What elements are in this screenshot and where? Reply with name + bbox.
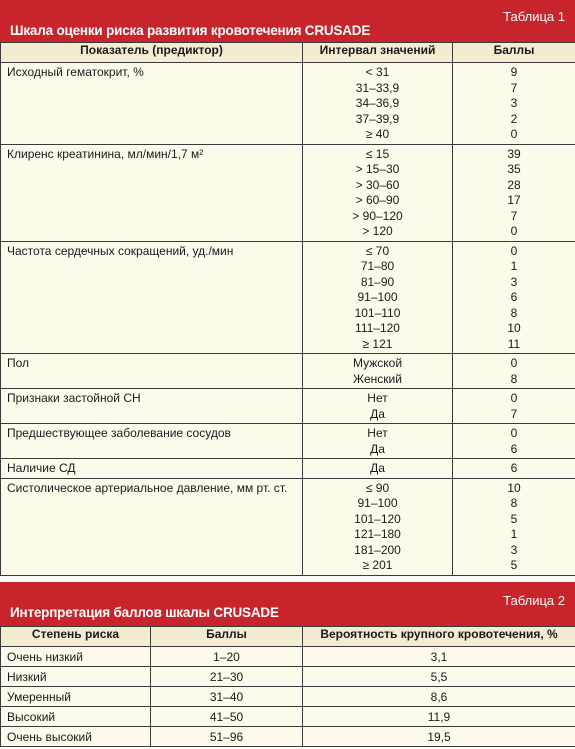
indicator-cell: Предшествующее заболевание сосудов <box>1 424 303 459</box>
indicator-cell: Признаки застойной СН <box>1 389 303 424</box>
points-value: 0 <box>510 356 518 370</box>
interval-value: ≥ 40 <box>365 127 390 141</box>
points-range-cell: 21–30 <box>151 667 303 687</box>
table2-row <box>1 707 575 727</box>
table2-row <box>1 727 575 747</box>
points-value: 0 <box>510 224 518 238</box>
points-value: 8 <box>510 305 518 320</box>
interval-cell <box>303 144 453 241</box>
points-value: 8 <box>510 371 518 386</box>
points-value: 10 <box>507 321 521 335</box>
interval-value: Женский <box>353 371 402 386</box>
interval-value: Да <box>370 461 385 475</box>
table2-title: Интерпретация баллов шкалы CRUSADE <box>10 605 279 620</box>
interval-value: Мужской <box>352 356 403 370</box>
points-range-cell: 1–20 <box>151 647 303 667</box>
table2-row <box>1 667 575 687</box>
interval-cell <box>303 459 453 479</box>
table2-grid <box>0 626 575 747</box>
points-range-cell: 41–50 <box>151 707 303 727</box>
table2-row <box>1 647 575 667</box>
points-value: 11 <box>507 336 521 351</box>
interval-value: 34–36,9 <box>355 96 400 110</box>
points-value: 7 <box>510 406 518 421</box>
interval-value: ≤ 90 <box>365 480 390 495</box>
interval-value: 91–100 <box>357 496 398 510</box>
table1-col-points: Баллы <box>453 43 575 63</box>
points-value: 3 <box>510 96 518 110</box>
table2-row <box>1 687 575 707</box>
points-value: 2 <box>510 111 518 126</box>
table2-body <box>1 647 575 747</box>
interval-value: 111–120 <box>355 321 400 335</box>
interval-value: Да <box>370 406 385 421</box>
points-value: 6 <box>510 461 518 475</box>
interval-value: 91–100 <box>357 290 398 304</box>
interval-value: 71–80 <box>360 259 395 273</box>
table1-title: Шкала оценки риска развития кровотечения CRUSADE <box>10 23 371 38</box>
table1-number: Таблица 1 <box>503 9 565 24</box>
interval-value: Да <box>370 441 385 456</box>
interval-value: > 120 <box>362 224 393 238</box>
points-value: 9 <box>510 65 518 79</box>
table1-body <box>1 63 575 576</box>
interval-value: 81–90 <box>360 274 395 289</box>
indicator-cell: Исходный гематокрит, % <box>1 63 303 145</box>
points-cell <box>453 241 575 354</box>
probability-cell: 8,6 <box>303 687 575 707</box>
probability-cell: 5,5 <box>303 667 575 687</box>
points-value: 35 <box>507 162 521 176</box>
indicator-cell: Клиренс креатинина, мл/мин/1,7 м² <box>1 144 303 241</box>
points-value: 39 <box>507 146 521 161</box>
interval-value: > 15–30 <box>355 162 400 176</box>
points-value: 6 <box>510 441 518 456</box>
points-value: 0 <box>510 243 518 258</box>
interval-value: 181–200 <box>354 542 401 557</box>
points-cell <box>453 459 575 479</box>
indicator-cell: Пол <box>1 354 303 389</box>
indicator-cell: Частота сердечных сокращений, уд./мин <box>1 241 303 354</box>
points-cell <box>453 354 575 389</box>
points-value: 7 <box>510 80 518 95</box>
points-value: 5 <box>510 511 518 526</box>
interval-value: ≥ 121 <box>362 336 393 351</box>
interval-cell <box>303 478 453 575</box>
interval-cell <box>303 241 453 354</box>
table2-header-bar <box>0 582 575 626</box>
interval-cell <box>303 424 453 459</box>
indicator-cell: Систолическое артериальное давление, мм рт. ст. <box>1 478 303 575</box>
points-value: 28 <box>507 177 521 192</box>
points-value: 5 <box>510 558 518 572</box>
points-value: 10 <box>507 480 521 495</box>
risk-level-cell: Низкий <box>1 667 151 687</box>
interval-value: > 90–120 <box>352 208 403 223</box>
points-cell <box>453 478 575 575</box>
table2-number: Таблица 2 <box>503 593 565 608</box>
points-cell <box>453 144 575 241</box>
table1-header-bar <box>0 0 575 42</box>
indicator-cell: Наличие СД <box>1 459 303 479</box>
table1-grid <box>0 42 575 576</box>
points-cell <box>453 424 575 459</box>
probability-cell: 3,1 <box>303 647 575 667</box>
table1-row <box>1 459 575 479</box>
points-value: 1 <box>510 259 518 273</box>
table1-row <box>1 424 575 459</box>
interval-value: 31–33,9 <box>355 80 400 95</box>
points-range-cell: 51–96 <box>151 727 303 747</box>
risk-level-cell: Высокий <box>1 707 151 727</box>
interval-cell <box>303 389 453 424</box>
points-value: 6 <box>510 290 518 304</box>
interval-value: Нет <box>367 391 388 405</box>
table1-row <box>1 241 575 354</box>
risk-level-cell: Умеренный <box>1 687 151 707</box>
points-value: 0 <box>510 426 518 440</box>
points-value: 0 <box>510 391 518 405</box>
points-cell <box>453 63 575 145</box>
interval-value: 37–39,9 <box>355 111 400 126</box>
interval-value: ≤ 70 <box>365 243 390 258</box>
interval-value: 121–180 <box>354 527 401 541</box>
interval-value: 101–120 <box>354 511 401 526</box>
table2-col-level: Степень риска <box>1 627 151 647</box>
points-value: 17 <box>507 193 521 207</box>
table2-block <box>0 582 575 747</box>
points-value: 3 <box>510 542 518 557</box>
interval-value: < 31 <box>365 65 390 79</box>
interval-value: Нет <box>367 426 388 440</box>
points-value: 1 <box>510 527 518 541</box>
points-cell <box>453 389 575 424</box>
interval-value: 101–110 <box>354 305 401 320</box>
interval-value: ≥ 201 <box>362 558 393 572</box>
probability-cell: 19,5 <box>303 727 575 747</box>
points-value: 3 <box>510 274 518 289</box>
risk-level-cell: Очень низкий <box>1 647 151 667</box>
table1-row <box>1 354 575 389</box>
interval-cell <box>303 354 453 389</box>
points-value: 0 <box>510 127 518 141</box>
table1-col-interval: Интервал значений <box>303 43 453 63</box>
interval-value: > 60–90 <box>355 193 400 207</box>
interval-value: ≤ 15 <box>365 146 390 161</box>
points-value: 8 <box>510 496 518 510</box>
table1-row <box>1 389 575 424</box>
interval-cell <box>303 63 453 145</box>
points-range-cell: 31–40 <box>151 687 303 707</box>
table1-row <box>1 63 575 145</box>
interval-value: > 30–60 <box>355 177 400 192</box>
table1-col-indicator: Показатель (предиктор) <box>1 43 303 63</box>
table2-col-probability: Вероятность крупного кровотечения, % <box>303 627 575 647</box>
table1-row <box>1 478 575 575</box>
risk-level-cell: Очень высокий <box>1 727 151 747</box>
probability-cell: 11,9 <box>303 707 575 727</box>
table2-col-points: Баллы <box>151 627 303 647</box>
table1-row <box>1 144 575 241</box>
points-value: 7 <box>510 208 518 223</box>
